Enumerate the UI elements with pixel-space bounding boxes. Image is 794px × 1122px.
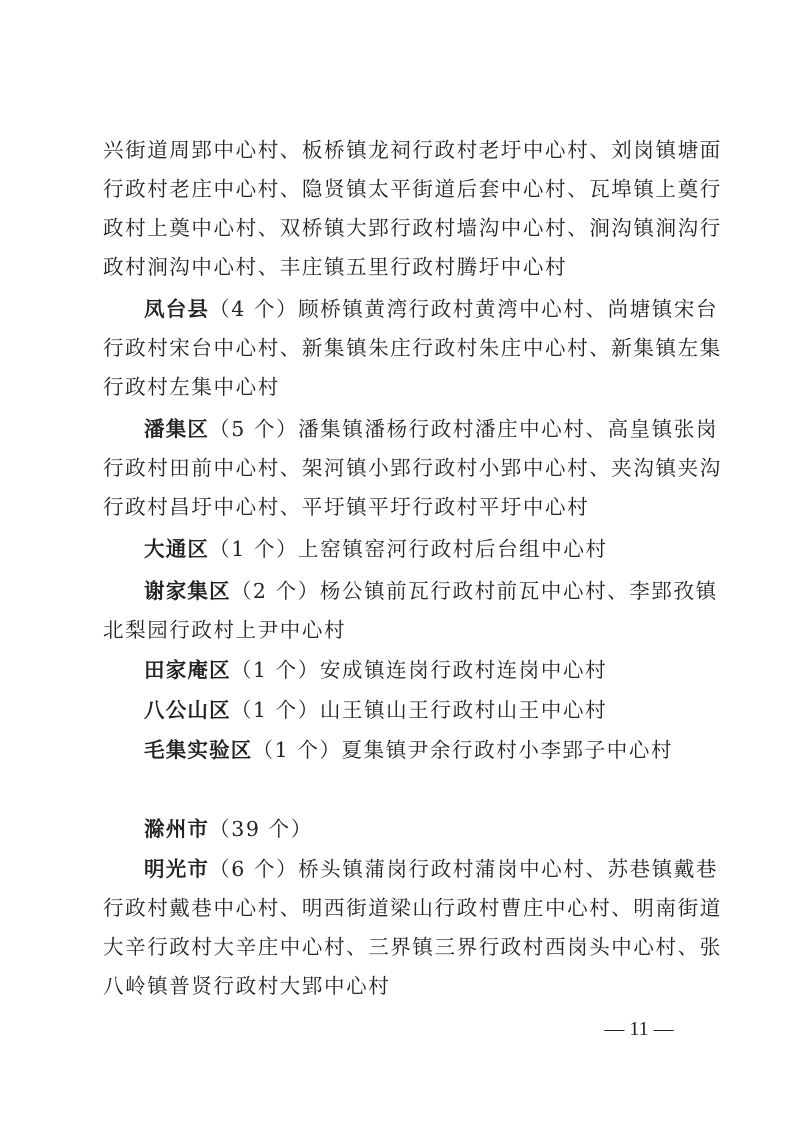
county-label: 八公山区: [144, 698, 231, 722]
county-entry-maoji: [144, 736, 744, 764]
line-text: 行政村左集中心村: [103, 375, 280, 399]
text-line: [103, 616, 703, 644]
line-text: 政村涧沟中心村、丰庄镇五里行政村腾圩中心村: [103, 255, 568, 279]
line-text: （4 个）顾桥镇黄湾行政村黄湾中心村、尚塘镇宋台: [209, 297, 719, 321]
text-line: [103, 214, 722, 242]
page-number: — 11 —: [604, 1018, 674, 1040]
line-text: 行政村宋台中心村、新集镇朱庄行政村朱庄中心村、新集镇左集: [103, 336, 722, 360]
line-text: （5 个）潘集镇潘杨行政村潘庄中心村、高皇镇张岗: [209, 417, 719, 441]
text-line: [103, 894, 722, 922]
line-text: （6 个）桥头镇蒲岗行政村蒲岗中心村、苏巷镇戴巷: [209, 857, 719, 881]
county-label: 明光市: [144, 857, 210, 881]
line-text: 兴街道周郢中心村、板桥镇龙祠行政村老圩中心村、刘岗镇塘面: [103, 138, 722, 162]
text-line: [103, 136, 722, 164]
city-heading-chuzhou: [144, 815, 744, 843]
county-entry-datong: [144, 535, 744, 563]
text-line: [103, 972, 703, 1000]
county-entry-panji: [144, 415, 744, 443]
text-line: [103, 373, 703, 401]
text-line: [103, 175, 722, 203]
line-text: 行政村昌圩中心村、平圩镇平圩行政村平圩中心村: [103, 495, 590, 519]
line-text: （39 个）: [209, 817, 313, 841]
county-label: 谢家集区: [144, 579, 231, 603]
line-text: （1 个）上窑镇窑河行政村后台组中心村: [209, 537, 608, 561]
county-label: 潘集区: [144, 417, 210, 441]
county-label: 毛集实验区: [144, 738, 253, 762]
city-label: 滁州市: [144, 817, 210, 841]
line-text: （2 个）杨公镇前瓦行政村前瓦中心村、李郢孜镇: [230, 579, 718, 603]
county-label: 田家庵区: [144, 658, 231, 682]
line-text: （1 个）山王镇山王行政村山王中心村: [230, 698, 608, 722]
county-entry-xiejiaji: [144, 577, 744, 605]
county-entry-fengtai: [144, 295, 744, 323]
line-text: （1 个）安成镇连岗行政村连岗中心村: [230, 658, 608, 682]
text-line: [103, 933, 722, 961]
line-text: 北梨园行政村上尹中心村: [103, 618, 347, 642]
line-text: 行政村戴巷中心村、明西街道梁山行政村曹庄中心村、明南街道: [103, 896, 722, 920]
line-text: 八岭镇普贤行政村大郢中心村: [103, 974, 391, 998]
county-label: 凤台县: [144, 297, 210, 321]
line-text: 大辛行政村大辛庄中心村、三界镇三界行政村西岗头中心村、张: [103, 935, 722, 959]
county-entry-mingguang: [144, 855, 744, 883]
text-line: [103, 334, 722, 362]
line-text: 行政村田前中心村、架河镇小郢行政村小郢中心村、夹沟镇夹沟: [103, 456, 722, 480]
line-text: 政村上奠中心村、双桥镇大郢行政村墙沟中心村、涧沟镇涧沟行: [103, 216, 722, 240]
county-label: 大通区: [144, 537, 210, 561]
line-text: 行政村老庄中心村、隐贤镇太平街道后套中心村、瓦埠镇上奠行: [103, 177, 722, 201]
text-line: [103, 493, 703, 521]
text-line: [103, 454, 722, 482]
text-line: [103, 253, 703, 281]
county-entry-bagongshan: [144, 696, 744, 724]
line-text: （1 个）夏集镇尹余行政村小李郢子中心村: [252, 738, 674, 762]
county-entry-tianjiaan: [144, 656, 744, 684]
